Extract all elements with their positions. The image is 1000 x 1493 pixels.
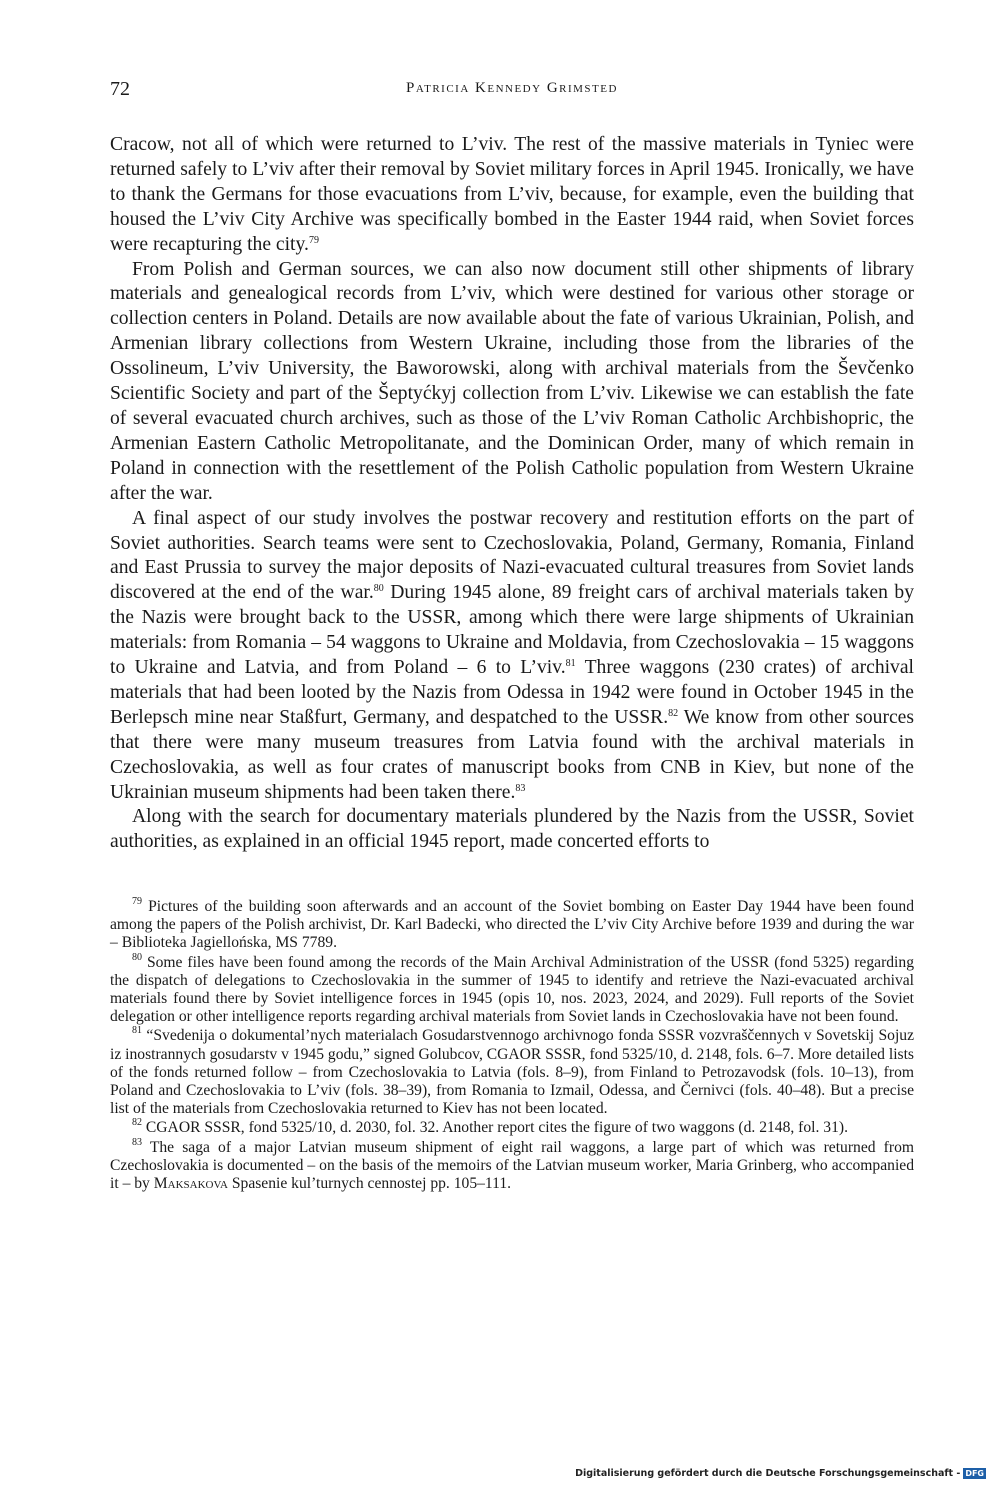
running-head: Patricia Kennedy Grimsted xyxy=(406,80,618,96)
paragraph-4-text: Along with the search for documentary materials plundered by the Nazis from the USSR, Soviet authorities, as explained in an official 1945 report, made concerted efforts to xyxy=(110,806,914,853)
page-header xyxy=(110,78,914,102)
dfg-credit xyxy=(575,1468,986,1479)
footnote-83-text-b: Spasenie kul’turnych cennostej pp. 105–111. xyxy=(227,1175,512,1193)
footnote-83-author: Maksakova xyxy=(153,1175,228,1193)
footnote-79 xyxy=(110,898,914,953)
footnote-ref-80[interactable]: 80 xyxy=(373,583,384,595)
footnote-mark-83: 83 xyxy=(132,1136,142,1148)
footnote-mark-80: 80 xyxy=(132,951,142,963)
footnote-82 xyxy=(110,1119,914,1137)
footnote-mark-81: 81 xyxy=(132,1025,142,1037)
paragraph-1 xyxy=(110,133,914,258)
footnote-mark-79: 79 xyxy=(132,896,142,907)
paragraph-3-text-a: A final aspect of our study involves the postwar recovery and restitution efforts on the part of Soviet authorities. Search teams were sent to Czechoslovakia, Poland, Germany, Romania, Finland and East Prussia to survey the major deposits of Nazi-evacuated cultural treasures from Soviet lands discovered at the end of the war. xyxy=(110,507,914,604)
footnote-83 xyxy=(110,1136,914,1194)
page-number: 72 xyxy=(110,78,130,100)
footnote-82-text: CGAOR SSSR, fond 5325/10, d. 2030, fol. 32. Another report cites the figure of two waggons (d. 2148, fol. 31). xyxy=(142,1119,848,1137)
paragraph-3-text-c: Three waggons (230 crates) of archival materials that had been looted by the Nazis from Odessa in 1942 were found in October 1945 in the Berlepsch mine near Staßfurt, Germany, and despatched to the USSR. xyxy=(110,657,914,728)
footnotes xyxy=(110,898,914,1194)
paragraph-2 xyxy=(110,258,914,507)
paragraph-4 xyxy=(110,805,914,855)
dfg-logo: DFG xyxy=(965,1469,984,1478)
footnote-81-text: “Svedenija o dokumental’nych materialach Gosudarstvennogo archivnogo fonda SSSR vozvraščennych v Sovetskij Sojuz iz inostrannych gosudarstv v 1945 godu,” signed Golubcov, CGAOR SSSR, fond 5325/10, d. 2148, fols. 6–7. More detailed lists of the fonds returned follow – from Czechoslovakia to Latvia (fols. 8–9), from Finland to Petrozavodsk (fols. 10–13), from Poland and Czechoslovakia to L’viv (fols. 38–39), from Romania to Izmail, Odessa, and Černivci (fols. 40–48). But a precise list of the materials from Czechoslovakia returned to Kiev has not been located. xyxy=(110,1027,914,1118)
dfg-credit-text: Digitalisierung gefördert durch die Deutsche Forschungsgemeinschaft - xyxy=(575,1468,961,1479)
footnote-ref-82[interactable]: 82 xyxy=(668,707,679,719)
footnote-80-text: Some files have been found among the records of the Main Archival Administration of the USSR (fond 5325) regarding the dispatch of delegations to Czechoslovakia in the summer of 1945 to identify and retrieve the Nazi-evacuated archival materials found there by Soviet intelligence forces in 1945 (opis 10, nos. 2023, 2024, and 2029). Full reports of the Soviet delegation or other intelligence reports regarding archival materials from Soviet lands in Czechoslovakia have not been found. xyxy=(110,953,914,1026)
footnote-ref-83[interactable]: 83 xyxy=(515,782,526,794)
paragraph-3-text-b: During 1945 alone, 89 freight cars of archival materials taken by the Nazis were brought back to the USSR, among which there were large shipments of Ukrainian materials: from Romania – 54 waggons to Ukraine and Moldavia, from Czechoslovakia – 15 waggons to Ukraine and Latvia, and from Poland – 6 to L’viv. xyxy=(110,582,915,679)
footnote-ref-81[interactable]: 81 xyxy=(565,658,576,670)
body-text xyxy=(110,133,914,855)
footnote-79-text: Pictures of the building soon afterwards and an account of the Soviet bombing on Easter Day 1944 have been found among the papers of the Polish archivist, Dr. Karl Badecki, who directed the L’viv City Archive before 1939 and during the war – Biblioteka Jagiellońska, MS 7789. xyxy=(110,898,914,952)
footnote-81 xyxy=(110,1027,914,1118)
footnote-80 xyxy=(110,951,914,1027)
paragraph-1-text: Cracow, not all of which were returned to L’viv. The rest of the massive materials in Tyniec were returned safely to L’viv after their removal by Soviet military forces in April 1945. Ironically, we have to thank the Germans for those evacuations from L’viv, because, for example, even the building that housed the L’viv City Archive was specifically bombed in the Easter 1944 raid, when Soviet forces were recapturing the city. xyxy=(110,134,914,255)
paragraph-2-text: From Polish and German sources, we can also now document still other shipments of library materials and genealogical records from L’viv, which were destined for various other storage or collection centers in Poland. Details are now available about the fate of various Ukrainian, Polish, and Armenian library collections from Western Ukraine, including those from the libraries of the Ossolineum, L’viv University, the Baworowski, along with archival materials from the Ševčenko Scientific Society and part of the Šeptyćkyj collection from L’viv. Likewise we can establish the fate of several evacuated church archives, such as those of the L’viv Roman Catholic Archbishopric, the Armenian Eastern Catholic Metropolitanate, and the Dominican Order, many of which remain in Poland in connection with the resettlement of the Polish Catholic population from Western Ukraine after the war. xyxy=(110,258,914,504)
footnote-83-text-a: The saga of a major Latvian museum shipment of eight rail waggons, a large part of which was returned from Czechoslovakia is documented – on the basis of the memoirs of the Latvian museum worker, Maria Grinberg, who accompanied it – by xyxy=(110,1138,914,1193)
footnote-mark-82: 82 xyxy=(132,1117,142,1129)
paragraph-3 xyxy=(110,507,914,806)
footnote-ref-79[interactable]: 79 xyxy=(308,234,319,246)
paragraph-3-text-d: We know from other sources that there were many museum treasures from Latvia found with the archival materials in Czechoslovakia, as well as four crates of manuscript books from CNB in Kiev, but none of the Ukrainian museum shipments had been taken there. xyxy=(110,706,914,803)
